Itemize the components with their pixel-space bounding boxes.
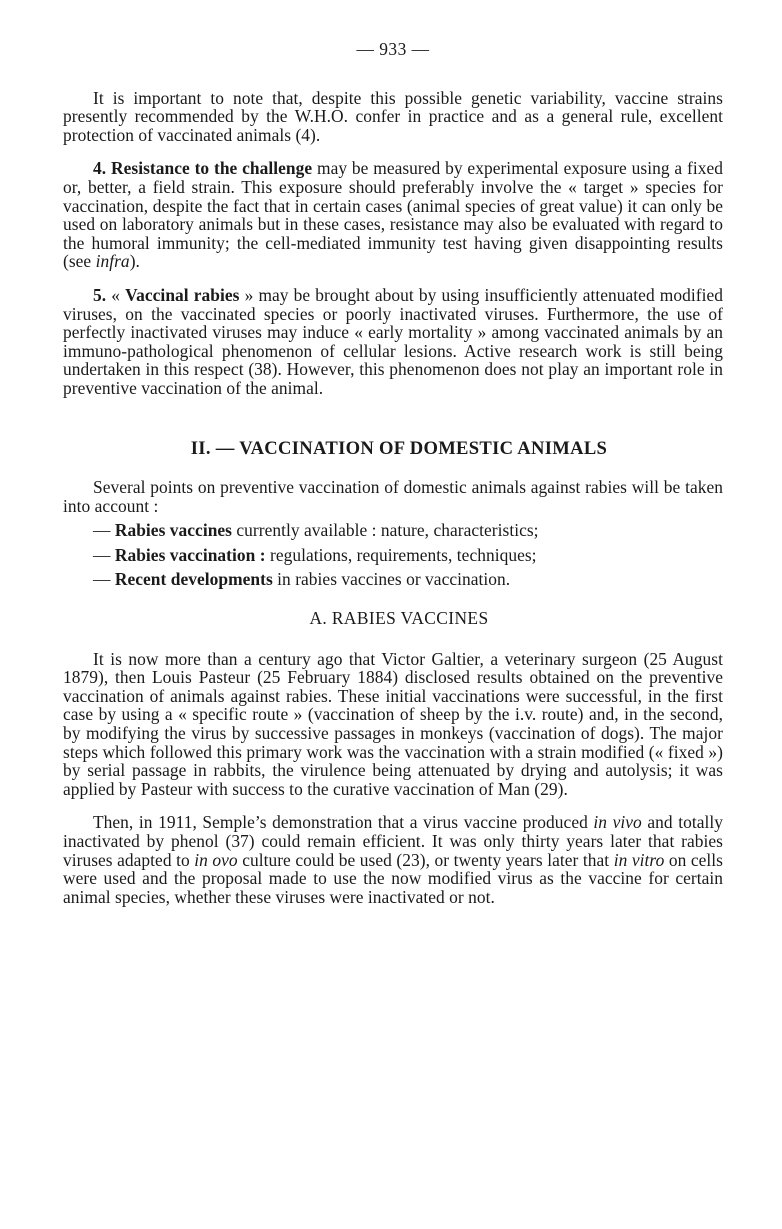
bullet-lead: Rabies vaccination : <box>114 544 266 565</box>
paragraph-lead-term: Resistance to the challenge <box>111 158 313 179</box>
document-page <box>63 40 723 906</box>
paragraph-text: culture could be used (23), or twenty years later that <box>237 849 614 870</box>
list-item <box>93 570 723 589</box>
paragraph-text: » may be brought about by using insufficiently attenuated modified viruses, on the vaccinated species or poorly inactivated viruses. Furthermore, the use of perfectly inactivated viruses may induce « early mortality » among vaccinated animals by an immuno-pathological phenomenon of cellular lesions. Active research work is still being undertaken in this respect (38). However, this phenomenon does not play an important role in preventive vaccination of the animal. <box>63 284 723 398</box>
subsection-heading: A. RABIES VACCINES <box>309 608 489 629</box>
bullet-lead: Recent developments <box>114 569 273 590</box>
bullet-text: in rabies vaccines or vaccination. <box>272 569 511 590</box>
paragraph-lead-term: Vaccinal rabies <box>125 284 240 305</box>
bullet-text: regulations, requirements, techniques; <box>265 544 537 565</box>
section-heading: II. — VACCINATION OF DOMESTIC ANIMALS <box>190 437 608 459</box>
bullet-lead: Rabies vaccines <box>114 520 233 541</box>
item-number: 5. <box>93 284 107 305</box>
paragraph-text: may be measured by experimental exposure using a fixed or, better, a field strain. This exposure should preferably involve the « target » species for vaccination, despite the fact that in certain cases (animal species of great value) it can only be used on laboratory animals but in these cases, resistance may also be evaluated with regard to the humoral immunity; the cell-mediated immunity test having given disappointing results (see <box>63 158 723 272</box>
paragraph-text: and totally inactivated by phenol (37) could remain efficient. It was only thirty years later that rabies viruses adapted to <box>63 812 723 870</box>
paragraph-text: on cells were used and the proposal made to use the now modified virus as the vaccine for certain animal species, whether these viruses were inactivated or not. <box>63 849 723 907</box>
bullet-text: currently available : nature, characteristics; <box>232 520 539 541</box>
paragraph-resistance-challenge <box>63 159 723 271</box>
italic-term: infra <box>95 251 130 272</box>
paragraph-text: ). <box>129 251 140 272</box>
paragraph-genetic-variability: It is important to note that, despite this possible genetic variability, vaccine strains presently recommended by the W.H.O. confer in practice and as a general rule, excellent protection of vaccinated animals (4). <box>63 87 723 145</box>
list-item <box>93 521 723 540</box>
bullet-list <box>63 521 723 589</box>
italic-term: in vivo <box>593 812 642 833</box>
italic-term: in vitro <box>613 849 665 870</box>
section-intro: Several points on preventive vaccination of domestic animals against rabies will be taken into account : <box>63 477 723 516</box>
paragraph-history: It is now more than a century ago that Victor Galtier, a veterinary surgeon (25 August 1879), then Louis Pasteur (25 February 1884) disclosed results obtained on the preventive vaccination of animals against rabies. These initial vaccinations were successful, in the first case by using a « specific route » (vaccination of sheep by the i.v. route) and, in the second, by modifying the virus by successive passages in monkeys (vaccination of dogs). The major steps which followed this primary work was the vaccination with a strain modified (« fixed ») by serial passage in rabbits, the virulence being attenuated by drying and autolysis; it was applied by Pasteur with success to the curative vaccination of Man (29). <box>63 648 723 799</box>
page-number: — 933 — <box>356 39 430 59</box>
bullet-dash: — <box>93 520 115 541</box>
italic-term: in ovo <box>194 849 238 870</box>
paragraph-text: « <box>106 284 126 305</box>
list-item <box>93 546 723 565</box>
paragraph-text: Then, in 1911, Semple’s demonstration that a virus vaccine produced <box>93 812 594 833</box>
bullet-dash: — <box>93 569 115 590</box>
item-number: 4. <box>93 158 107 179</box>
paragraph-vaccinal-rabies <box>63 286 723 398</box>
paragraph-semple <box>63 813 723 906</box>
bullet-dash: — <box>93 544 115 565</box>
